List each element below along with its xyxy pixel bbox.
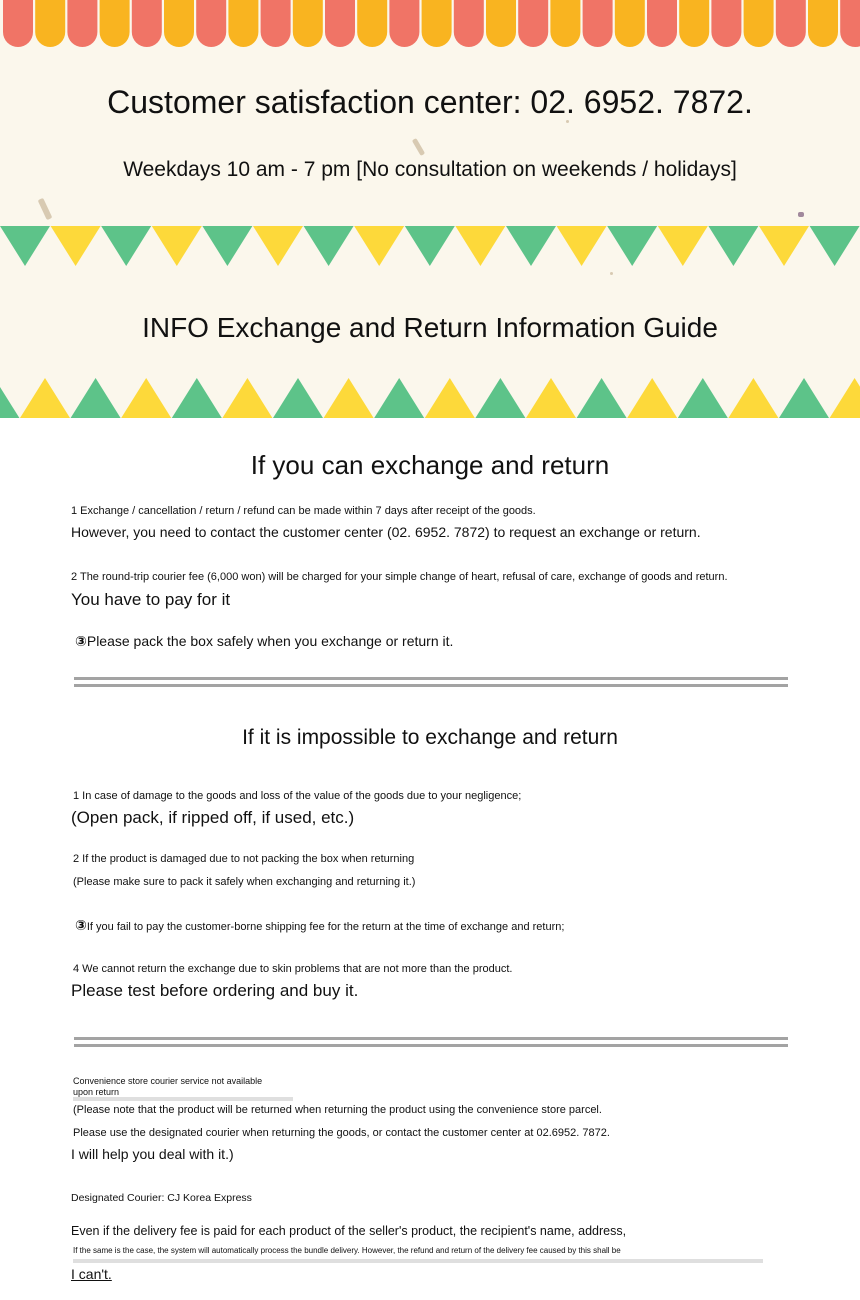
business-hours: Weekdays 10 am - 7 pm [No consultation on weekends / holidays]	[123, 158, 737, 181]
awning-scallop	[744, 0, 774, 47]
notes-line-5: I will help you deal with it.)	[71, 1146, 234, 1162]
notes-line-8: I can't.	[71, 1266, 112, 1282]
awning-scallop	[422, 0, 452, 47]
pennant-flag	[121, 378, 171, 418]
cannot-return-item-1-cont: (Open pack, if ripped off, if used, etc.)	[71, 808, 355, 827]
awning-scallop	[261, 0, 291, 47]
notes-line-4: Please use the designated courier when returning the goods, or contact the customer center at 02.6952. 7872.	[73, 1127, 610, 1139]
item-3-number: ③	[75, 633, 87, 649]
pennant-flag	[577, 378, 627, 418]
pennant-flag	[101, 226, 151, 266]
pennant-flag	[708, 226, 758, 266]
cannot-return-item-3	[75, 917, 564, 934]
cannot-return-item-4: 4 We cannot return the exchange due to skin problems that are not more than the product.	[73, 963, 513, 975]
notes-line-1: Convenience store courier service not available	[73, 1076, 263, 1086]
notes-line-2: upon return	[73, 1087, 120, 1097]
pennant-flag	[202, 226, 252, 266]
awning-scallop	[808, 0, 838, 47]
notes-line-3: (Please note that the product will be returned when returning the product using the convenience store parcel.	[73, 1104, 602, 1116]
info-guide-title: INFO Exchange and Return Information Guide	[142, 312, 718, 343]
awning-scallop	[325, 0, 355, 47]
awning-scallop	[679, 0, 709, 47]
awning-scallop	[357, 0, 387, 47]
cannot-return-item-3-text: If you fail to pay the customer-borne shipping fee for the return at the time of exchange and return;	[86, 921, 565, 933]
cannot-return-item-2-cont: (Please make sure to pack it safely when exchanging and returning it.)	[73, 876, 416, 888]
scan-smudge	[73, 1259, 763, 1263]
awning-scallop	[228, 0, 258, 47]
paper-speck	[610, 272, 613, 275]
awning-scallop	[486, 0, 516, 47]
pennant-flag	[779, 378, 829, 418]
paper-speck	[798, 212, 804, 217]
can-return-item-1: 1 Exchange / cancellation / return / refund can be made within 7 days after receipt of the goods.	[71, 505, 536, 517]
can-return-item-3	[75, 633, 453, 650]
awning-decoration	[0, 0, 860, 48]
notes-line-7: If the same is the case, the system will automatically process the bundle delivery. However, the refund and return of the delivery fee caused by this shall be	[73, 1246, 621, 1255]
item-3-number: ③	[75, 917, 87, 933]
awning-scallop	[518, 0, 548, 47]
pennant-flag	[152, 226, 202, 266]
pennant-flag	[728, 378, 778, 418]
awning-scallop	[293, 0, 323, 47]
awning-scallop	[711, 0, 741, 47]
can-return-item-3-text: Please pack the box safely when you exchange or return it.	[86, 633, 454, 649]
cannot-return-item-4-cont: Please test before ordering and buy it.	[71, 981, 359, 1000]
pennant-flag	[455, 226, 505, 266]
pennant-flag	[354, 226, 404, 266]
can-return-item-1-cont: However, you need to contact the customer center (02. 6952. 7872) to request an exchange or return.	[71, 524, 701, 540]
pennant-flag	[273, 378, 323, 418]
awning-scallop	[67, 0, 97, 47]
pennant-flag	[759, 226, 809, 266]
pennant-flag	[658, 226, 708, 266]
pennant-flag	[627, 378, 677, 418]
awning-scallop	[776, 0, 806, 47]
scan-smudge	[73, 1097, 293, 1101]
awning-scallop	[615, 0, 645, 47]
pennant-flag	[0, 378, 19, 418]
awning-scallop	[132, 0, 162, 47]
pennant-flag	[830, 378, 860, 418]
awning-scallop	[550, 0, 580, 47]
pennant-flag	[557, 226, 607, 266]
cannot-return-item-2: 2 If the product is damaged due to not packing the box when returning	[73, 853, 415, 865]
pennant-flag	[475, 378, 525, 418]
pennant-flag	[51, 226, 101, 266]
pennant-flag	[405, 226, 455, 266]
pennant-flag	[172, 378, 222, 418]
section-divider	[74, 1037, 788, 1047]
pennant-flag	[526, 378, 576, 418]
notes-line-6: Even if the delivery fee is paid for each product of the seller's product, the recipient's name, address,	[71, 1224, 627, 1238]
pennant-flag	[678, 378, 728, 418]
pennant-flag	[0, 226, 50, 266]
awning-scallop	[389, 0, 419, 47]
pennant-flag	[425, 378, 475, 418]
paper-speck	[412, 138, 425, 156]
pennant-garland-bottom	[0, 376, 860, 418]
section-divider	[74, 677, 788, 687]
pennant-flag	[374, 378, 424, 418]
customer-center-title: Customer satisfaction center: 02. 6952. 7872.	[107, 84, 753, 120]
awning-scallop	[35, 0, 65, 47]
pennant-garland-top	[0, 226, 860, 268]
awning-scallop	[647, 0, 677, 47]
pennant-flag	[304, 226, 354, 266]
awning-scallop	[840, 0, 860, 47]
pennant-flag	[20, 378, 70, 418]
awning-scallop	[3, 0, 33, 47]
awning-scallop	[583, 0, 613, 47]
awning-scallop	[164, 0, 194, 47]
paper-speck	[38, 198, 53, 220]
pennant-flag	[810, 226, 860, 266]
pennant-flag	[253, 226, 303, 266]
pennant-flag	[222, 378, 272, 418]
section-title-can-return: If you can exchange and return	[250, 450, 610, 480]
pennant-flag	[324, 378, 374, 418]
can-return-item-2: 2 The round-trip courier fee (6,000 won) will be charged for your simple change of heart, refusal of care, exchange of goods and return.	[71, 571, 728, 583]
cannot-return-item-1: 1 In case of damage to the goods and loss of the value of the goods due to your negligence;	[73, 790, 522, 802]
designated-courier: Designated Courier: CJ Korea Express	[71, 1192, 252, 1204]
awning-scallop	[100, 0, 130, 47]
awning-scallop	[454, 0, 484, 47]
awning-scallop	[196, 0, 226, 47]
pennant-flag	[506, 226, 556, 266]
pennant-flag	[71, 378, 121, 418]
header-banner	[0, 0, 860, 418]
pennant-flag	[607, 226, 657, 266]
section-title-cannot-return: If it is impossible to exchange and return	[242, 726, 618, 749]
can-return-item-2-cont: You have to pay for it	[71, 590, 231, 609]
